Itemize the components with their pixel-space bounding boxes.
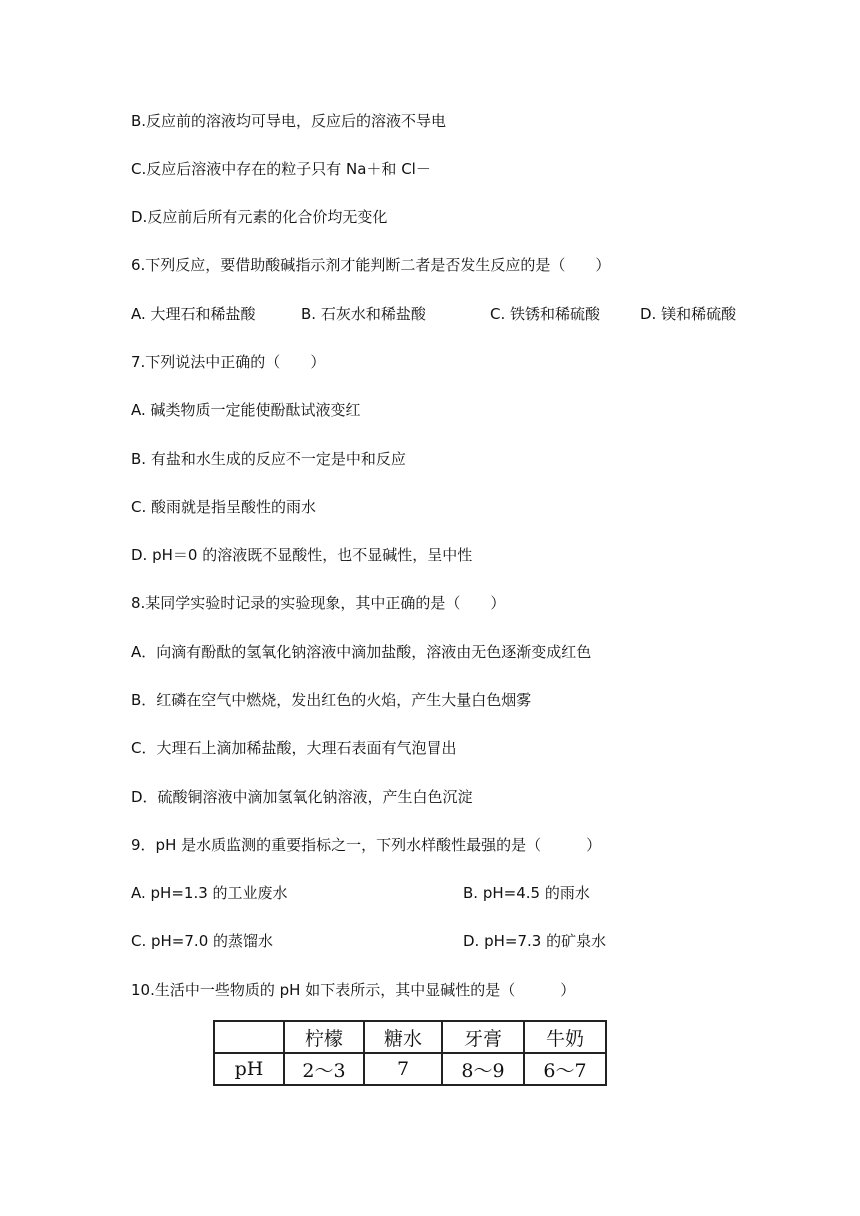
ph-table: [213, 1020, 607, 1086]
q5-option-b: B.反应前的溶液均可导电，反应后的溶液不导电: [131, 112, 447, 130]
table-cell: 6～7: [524, 1053, 606, 1085]
table-cell: 8～9: [442, 1053, 524, 1085]
q5-option-c: C.反应后溶液中存在的粒子只有 Na＋和 Cl－: [131, 160, 431, 178]
q10-stem: 10.生活中一些物质的 pH 如下表所示，其中显碱性的是（ ）: [131, 981, 576, 999]
q7-stem: 7.下列说法中正确的（ ）: [131, 353, 326, 371]
q9-option-c: C. pH=7.0 的蒸馏水: [131, 932, 274, 950]
q7-option-d: D. pH＝0 的溶液既不显酸性，也不显碱性，呈中性: [131, 546, 473, 564]
table-cell: 柠檬: [284, 1021, 364, 1053]
q8-option-b: B．红磷在空气中燃烧，发出红色的火焰，产生大量白色烟雾: [131, 691, 532, 709]
table-cell: [214, 1021, 284, 1053]
q7-option-b: B. 有盐和水生成的反应不一定是中和反应: [131, 450, 406, 468]
q6-option-c: C. 铁锈和稀硫酸: [490, 305, 601, 323]
q6-options: [131, 304, 736, 324]
q7-option-c: C. 酸雨就是指呈酸性的雨水: [131, 498, 317, 516]
q6-option-b: B. 石灰水和稀盐酸: [301, 305, 426, 323]
table-cell: 2～3: [284, 1053, 364, 1085]
q6-option-a: A. 大理石和稀盐酸: [131, 305, 256, 323]
q7-option-a: A. 碱类物质一定能使酚酞试液变红: [131, 401, 361, 419]
q9-stem: 9．pH 是水质监测的重要指标之一，下列水样酸性最强的是（ ）: [131, 836, 602, 854]
q8-option-c: C．大理石上滴加稀盐酸，大理石表面有气泡冒出: [131, 739, 457, 757]
table-cell: 牛奶: [524, 1021, 606, 1053]
q6-option-d: D. 镁和稀硫酸: [640, 305, 737, 323]
table-cell: 7: [364, 1053, 442, 1085]
q8-option-a: A．向滴有酚酞的氢氧化钠溶液中滴加盐酸，溶液由无色逐渐变成红色: [131, 643, 592, 661]
table-header-row: [214, 1021, 606, 1053]
q8-option-d: D．硫酸铜溶液中滴加氢氧化钠溶液，产生白色沉淀: [131, 788, 473, 806]
table-cell: 糖水: [364, 1021, 442, 1053]
q9-option-b: B. pH=4.5 的雨水: [463, 884, 590, 902]
q5-option-d: D.反应前后所有元素的化合价均无变化: [131, 208, 388, 226]
table-cell: pH: [214, 1053, 284, 1085]
q6-stem: 6.下列反应，要借助酸碱指示剂才能判断二者是否发生反应的是（ ）: [131, 256, 611, 274]
table-row: [214, 1053, 606, 1085]
q9-option-d: D. pH=7.3 的矿泉水: [463, 932, 607, 950]
q8-stem: 8.某同学实验时记录的实验现象，其中正确的是（ ）: [131, 594, 506, 612]
q9-option-a: A. pH=1.3 的工业废水: [131, 884, 288, 902]
table-cell: 牙膏: [442, 1021, 524, 1053]
